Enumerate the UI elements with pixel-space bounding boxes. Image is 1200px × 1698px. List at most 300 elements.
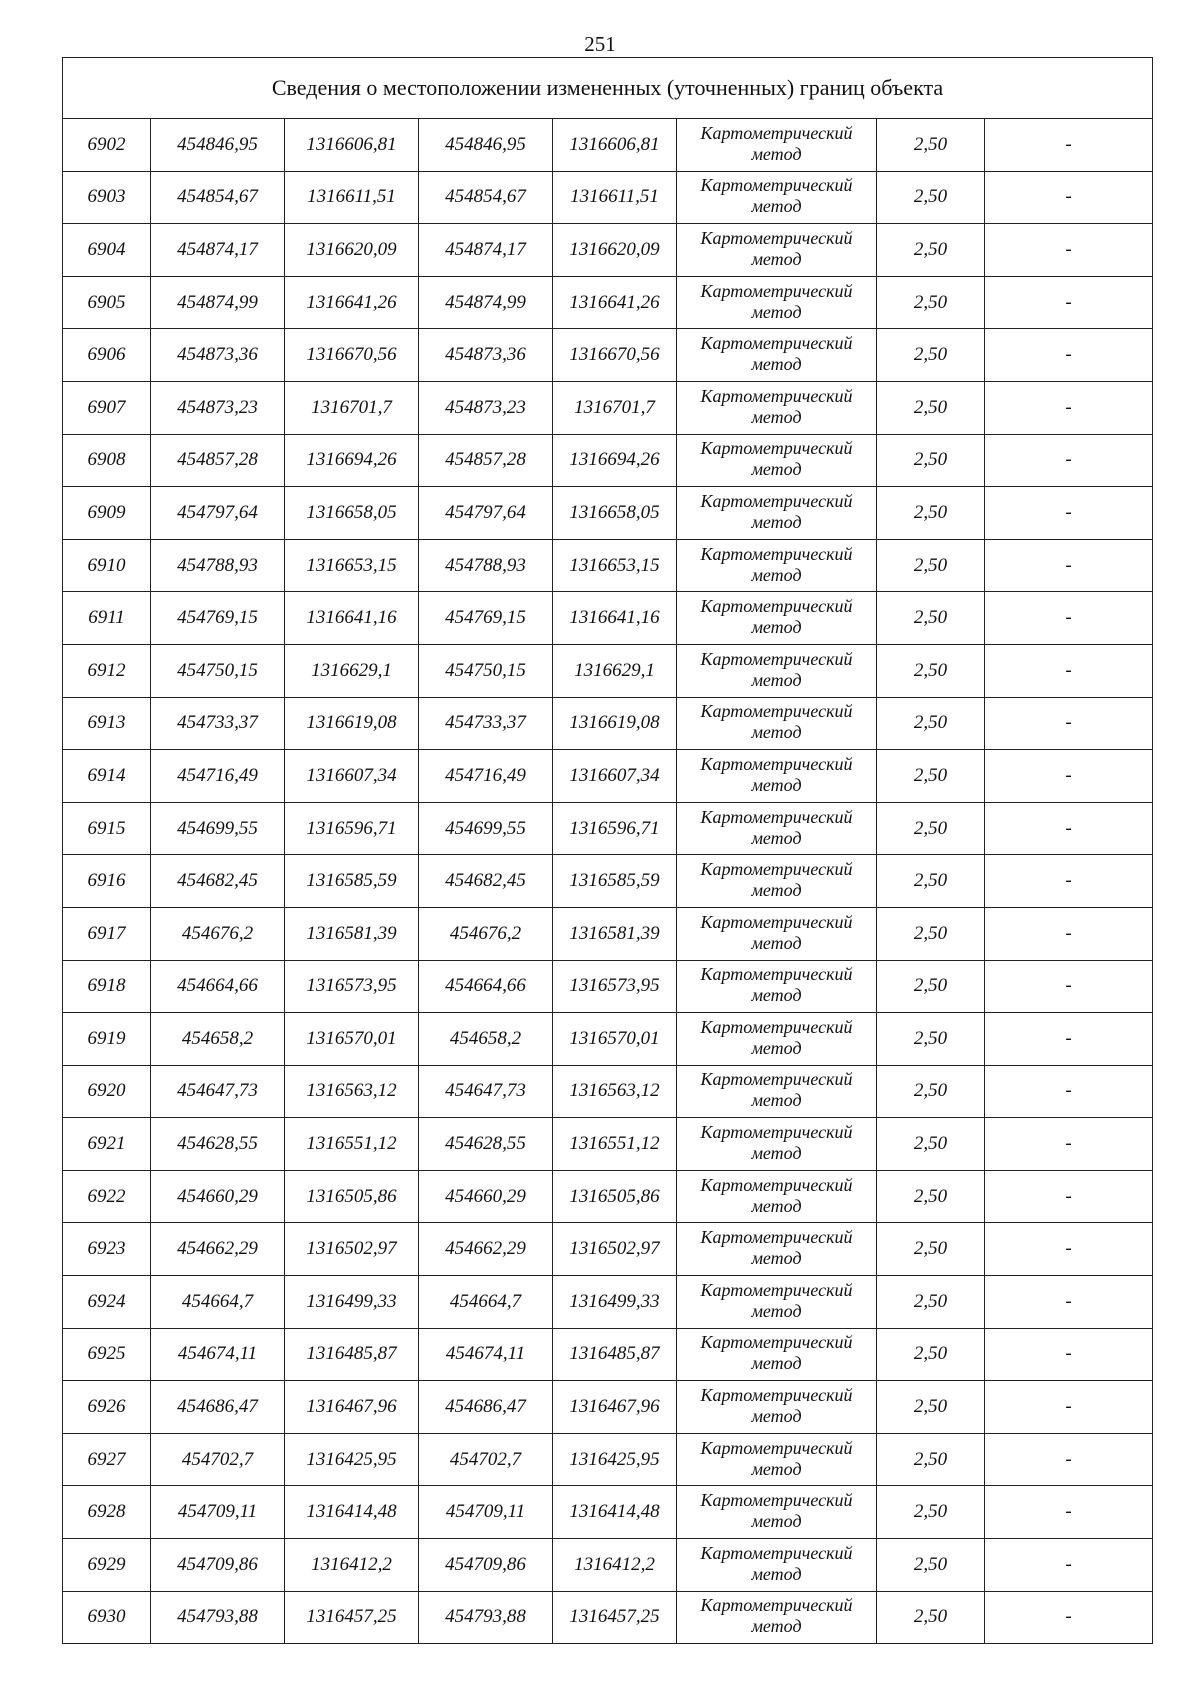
table-row [63, 276, 1153, 329]
method-cell [677, 1328, 877, 1381]
method-line-2: метод [751, 669, 802, 690]
method-line-1: Картометрический [700, 333, 853, 354]
table-row [63, 434, 1153, 487]
method-line-2: метод [751, 354, 802, 375]
note-cell: - [985, 1433, 1153, 1486]
accuracy-cell: 2,50 [877, 802, 985, 855]
method-line-1: Картометрический [700, 122, 853, 143]
method-line-1: Картометрический [700, 911, 853, 932]
method-line-2: метод [751, 880, 802, 901]
method-cell [677, 644, 877, 697]
accuracy-cell: 2,50 [877, 381, 985, 434]
x-refined-cell: 454658,2 [419, 1013, 553, 1066]
accuracy-cell: 2,50 [877, 644, 985, 697]
x-existing-cell: 454628,55 [151, 1118, 285, 1171]
point-number-cell: 6902 [63, 119, 151, 172]
table-row [63, 329, 1153, 382]
point-number-cell: 6929 [63, 1539, 151, 1592]
y-refined-cell: 1316641,16 [553, 592, 677, 645]
method-cell [677, 1013, 877, 1066]
method-cell [677, 697, 877, 750]
method-cell [677, 119, 877, 172]
method-line-1: Картометрический [700, 1069, 853, 1090]
x-existing-cell: 454664,66 [151, 960, 285, 1013]
method-line-2: метод [751, 774, 802, 795]
point-number-cell: 6920 [63, 1065, 151, 1118]
note-cell: - [985, 855, 1153, 908]
accuracy-cell: 2,50 [877, 750, 985, 803]
x-refined-cell: 454854,67 [419, 171, 553, 224]
accuracy-cell: 2,50 [877, 1539, 985, 1592]
x-existing-cell: 454873,36 [151, 329, 285, 382]
method-cell [677, 329, 877, 382]
y-refined-cell: 1316611,51 [553, 171, 677, 224]
note-cell: - [985, 276, 1153, 329]
method-line-1: Картометрический [700, 227, 853, 248]
y-existing-cell: 1316596,71 [285, 802, 419, 855]
note-cell: - [985, 1381, 1153, 1434]
table-body [63, 58, 1153, 1644]
table-row [63, 592, 1153, 645]
y-refined-cell: 1316585,59 [553, 855, 677, 908]
x-refined-cell: 454797,64 [419, 487, 553, 540]
table-row [63, 1170, 1153, 1223]
table-row [63, 1065, 1153, 1118]
method-cell [677, 750, 877, 803]
method-line-1: Картометрический [700, 280, 853, 301]
point-number-cell: 6916 [63, 855, 151, 908]
y-refined-cell: 1316694,26 [553, 434, 677, 487]
x-refined-cell: 454709,86 [419, 1539, 553, 1592]
method-line-1: Картометрический [700, 1227, 853, 1248]
table-row [63, 224, 1153, 277]
coordinates-table [62, 57, 1153, 1644]
table-title: Сведения о местоположении измененных (уточненных) границ объекта [63, 58, 1153, 119]
table-row [63, 539, 1153, 592]
y-refined-cell: 1316581,39 [553, 907, 677, 960]
y-refined-cell: 1316412,2 [553, 1539, 677, 1592]
y-refined-cell: 1316414,48 [553, 1486, 677, 1539]
method-cell [677, 434, 877, 487]
y-refined-cell: 1316596,71 [553, 802, 677, 855]
method-line-1: Картометрический [700, 1385, 853, 1406]
accuracy-cell: 2,50 [877, 1118, 985, 1171]
method-line-2: метод [751, 1090, 802, 1111]
method-line-2: метод [751, 1406, 802, 1427]
table-row [63, 1539, 1153, 1592]
method-line-2: метод [751, 564, 802, 585]
note-cell: - [985, 1223, 1153, 1276]
y-existing-cell: 1316581,39 [285, 907, 419, 960]
method-line-2: метод [751, 827, 802, 848]
method-cell [677, 171, 877, 224]
x-refined-cell: 454647,73 [419, 1065, 553, 1118]
note-cell: - [985, 697, 1153, 750]
note-cell: - [985, 960, 1153, 1013]
table-row [63, 1486, 1153, 1539]
y-refined-cell: 1316607,34 [553, 750, 677, 803]
x-refined-cell: 454769,15 [419, 592, 553, 645]
table-row [63, 1328, 1153, 1381]
method-line-2: метод [751, 1511, 802, 1532]
method-line-2: метод [751, 1143, 802, 1164]
accuracy-cell: 2,50 [877, 1013, 985, 1066]
method-cell [677, 1591, 877, 1644]
note-cell: - [985, 224, 1153, 277]
table-row [63, 1013, 1153, 1066]
y-refined-cell: 1316563,12 [553, 1065, 677, 1118]
x-refined-cell: 454662,29 [419, 1223, 553, 1276]
method-line-2: метод [751, 932, 802, 953]
point-number-cell: 6911 [63, 592, 151, 645]
method-cell [677, 1433, 877, 1486]
note-cell: - [985, 1328, 1153, 1381]
x-existing-cell: 454699,55 [151, 802, 285, 855]
method-line-2: метод [751, 248, 802, 269]
y-existing-cell: 1316502,97 [285, 1223, 419, 1276]
x-refined-cell: 454793,88 [419, 1591, 553, 1644]
accuracy-cell: 2,50 [877, 487, 985, 540]
note-cell: - [985, 802, 1153, 855]
method-cell [677, 381, 877, 434]
point-number-cell: 6926 [63, 1381, 151, 1434]
point-number-cell: 6922 [63, 1170, 151, 1223]
method-line-1: Картометрический [700, 1595, 853, 1616]
table-row [63, 1118, 1153, 1171]
method-line-2: метод [751, 722, 802, 743]
accuracy-cell: 2,50 [877, 907, 985, 960]
method-line-1: Картометрический [700, 753, 853, 774]
method-cell [677, 592, 877, 645]
x-refined-cell: 454664,66 [419, 960, 553, 1013]
x-refined-cell: 454699,55 [419, 802, 553, 855]
point-number-cell: 6903 [63, 171, 151, 224]
y-existing-cell: 1316619,08 [285, 697, 419, 750]
x-refined-cell: 454733,37 [419, 697, 553, 750]
x-refined-cell: 454873,36 [419, 329, 553, 382]
method-cell [677, 1170, 877, 1223]
method-line-1: Картометрический [700, 806, 853, 827]
table-row [63, 907, 1153, 960]
method-line-1: Картометрический [700, 490, 853, 511]
accuracy-cell: 2,50 [877, 1065, 985, 1118]
x-refined-cell: 454716,49 [419, 750, 553, 803]
y-refined-cell: 1316670,56 [553, 329, 677, 382]
method-line-2: метод [751, 1195, 802, 1216]
y-refined-cell: 1316653,15 [553, 539, 677, 592]
x-refined-cell: 454664,7 [419, 1276, 553, 1329]
accuracy-cell: 2,50 [877, 224, 985, 277]
table-row [63, 855, 1153, 908]
point-number-cell: 6905 [63, 276, 151, 329]
y-existing-cell: 1316457,25 [285, 1591, 419, 1644]
note-cell: - [985, 750, 1153, 803]
accuracy-cell: 2,50 [877, 539, 985, 592]
y-existing-cell: 1316585,59 [285, 855, 419, 908]
note-cell: - [985, 592, 1153, 645]
method-line-1: Картометрический [700, 1542, 853, 1563]
y-existing-cell: 1316653,15 [285, 539, 419, 592]
table-row [63, 644, 1153, 697]
y-refined-cell: 1316606,81 [553, 119, 677, 172]
note-cell: - [985, 1276, 1153, 1329]
point-number-cell: 6918 [63, 960, 151, 1013]
table-row [63, 1223, 1153, 1276]
point-number-cell: 6913 [63, 697, 151, 750]
method-cell [677, 1118, 877, 1171]
x-refined-cell: 454686,47 [419, 1381, 553, 1434]
point-number-cell: 6910 [63, 539, 151, 592]
x-refined-cell: 454674,11 [419, 1328, 553, 1381]
point-number-cell: 6914 [63, 750, 151, 803]
x-refined-cell: 454628,55 [419, 1118, 553, 1171]
x-existing-cell: 454874,17 [151, 224, 285, 277]
point-number-cell: 6923 [63, 1223, 151, 1276]
x-existing-cell: 454769,15 [151, 592, 285, 645]
point-number-cell: 6921 [63, 1118, 151, 1171]
y-existing-cell: 1316485,87 [285, 1328, 419, 1381]
y-existing-cell: 1316620,09 [285, 224, 419, 277]
x-refined-cell: 454702,7 [419, 1433, 553, 1486]
table-row [63, 1381, 1153, 1434]
accuracy-cell: 2,50 [877, 1381, 985, 1434]
note-cell: - [985, 434, 1153, 487]
method-line-1: Картометрический [700, 859, 853, 880]
method-line-2: метод [751, 406, 802, 427]
point-number-cell: 6906 [63, 329, 151, 382]
y-refined-cell: 1316467,96 [553, 1381, 677, 1434]
x-existing-cell: 454733,37 [151, 697, 285, 750]
x-existing-cell: 454658,2 [151, 1013, 285, 1066]
note-cell: - [985, 329, 1153, 382]
method-line-2: метод [751, 1616, 802, 1637]
table-row [63, 1276, 1153, 1329]
method-line-2: метод [751, 511, 802, 532]
x-existing-cell: 454716,49 [151, 750, 285, 803]
method-line-1: Картометрический [700, 701, 853, 722]
note-cell: - [985, 1539, 1153, 1592]
method-cell [677, 1381, 877, 1434]
x-refined-cell: 454709,11 [419, 1486, 553, 1539]
note-cell: - [985, 644, 1153, 697]
method-line-2: метод [751, 143, 802, 164]
accuracy-cell: 2,50 [877, 1433, 985, 1486]
point-number-cell: 6904 [63, 224, 151, 277]
y-existing-cell: 1316499,33 [285, 1276, 419, 1329]
table-row [63, 487, 1153, 540]
y-existing-cell: 1316641,16 [285, 592, 419, 645]
note-cell: - [985, 1118, 1153, 1171]
y-refined-cell: 1316573,95 [553, 960, 677, 1013]
y-refined-cell: 1316485,87 [553, 1328, 677, 1381]
method-cell [677, 1276, 877, 1329]
x-refined-cell: 454846,95 [419, 119, 553, 172]
method-line-2: метод [751, 1458, 802, 1479]
note-cell: - [985, 1013, 1153, 1066]
accuracy-cell: 2,50 [877, 1328, 985, 1381]
method-line-1: Картометрический [700, 385, 853, 406]
method-cell [677, 907, 877, 960]
method-line-1: Картометрический [700, 964, 853, 985]
note-cell: - [985, 539, 1153, 592]
accuracy-cell: 2,50 [877, 1223, 985, 1276]
y-existing-cell: 1316611,51 [285, 171, 419, 224]
x-existing-cell: 454676,2 [151, 907, 285, 960]
accuracy-cell: 2,50 [877, 171, 985, 224]
method-line-1: Картометрический [700, 1122, 853, 1143]
note-cell: - [985, 381, 1153, 434]
table-row [63, 750, 1153, 803]
point-number-cell: 6917 [63, 907, 151, 960]
table-row [63, 697, 1153, 750]
y-refined-cell: 1316619,08 [553, 697, 677, 750]
method-line-2: метод [751, 1353, 802, 1374]
x-existing-cell: 454709,86 [151, 1539, 285, 1592]
y-refined-cell: 1316499,33 [553, 1276, 677, 1329]
accuracy-cell: 2,50 [877, 434, 985, 487]
y-existing-cell: 1316670,56 [285, 329, 419, 382]
accuracy-cell: 2,50 [877, 592, 985, 645]
y-refined-cell: 1316425,95 [553, 1433, 677, 1486]
x-existing-cell: 454857,28 [151, 434, 285, 487]
method-line-1: Картометрический [700, 648, 853, 669]
method-line-2: метод [751, 1563, 802, 1584]
table-row [63, 119, 1153, 172]
method-line-1: Картометрический [700, 596, 853, 617]
point-number-cell: 6919 [63, 1013, 151, 1066]
method-cell [677, 539, 877, 592]
table-title-row [63, 58, 1153, 119]
page-number: 251 [584, 32, 616, 56]
method-line-1: Картометрический [700, 1016, 853, 1037]
y-refined-cell: 1316505,86 [553, 1170, 677, 1223]
x-refined-cell: 454857,28 [419, 434, 553, 487]
x-existing-cell: 454874,99 [151, 276, 285, 329]
y-refined-cell: 1316502,97 [553, 1223, 677, 1276]
y-existing-cell: 1316414,48 [285, 1486, 419, 1539]
accuracy-cell: 2,50 [877, 329, 985, 382]
point-number-cell: 6915 [63, 802, 151, 855]
accuracy-cell: 2,50 [877, 1591, 985, 1644]
x-refined-cell: 454660,29 [419, 1170, 553, 1223]
accuracy-cell: 2,50 [877, 1486, 985, 1539]
method-cell [677, 1065, 877, 1118]
x-existing-cell: 454702,7 [151, 1433, 285, 1486]
method-cell [677, 487, 877, 540]
x-existing-cell: 454788,93 [151, 539, 285, 592]
y-existing-cell: 1316467,96 [285, 1381, 419, 1434]
y-existing-cell: 1316641,26 [285, 276, 419, 329]
y-existing-cell: 1316658,05 [285, 487, 419, 540]
point-number-cell: 6930 [63, 1591, 151, 1644]
x-existing-cell: 454873,23 [151, 381, 285, 434]
y-refined-cell: 1316658,05 [553, 487, 677, 540]
method-line-2: метод [751, 985, 802, 1006]
x-existing-cell: 454662,29 [151, 1223, 285, 1276]
point-number-cell: 6927 [63, 1433, 151, 1486]
y-existing-cell: 1316573,95 [285, 960, 419, 1013]
y-existing-cell: 1316570,01 [285, 1013, 419, 1066]
method-line-2: метод [751, 459, 802, 480]
y-existing-cell: 1316551,12 [285, 1118, 419, 1171]
y-refined-cell: 1316570,01 [553, 1013, 677, 1066]
method-line-1: Картометрический [700, 1490, 853, 1511]
y-existing-cell: 1316505,86 [285, 1170, 419, 1223]
method-cell [677, 960, 877, 1013]
method-cell [677, 1223, 877, 1276]
x-existing-cell: 454664,7 [151, 1276, 285, 1329]
accuracy-cell: 2,50 [877, 1170, 985, 1223]
point-number-cell: 6924 [63, 1276, 151, 1329]
y-refined-cell: 1316551,12 [553, 1118, 677, 1171]
accuracy-cell: 2,50 [877, 697, 985, 750]
method-line-1: Картометрический [700, 175, 853, 196]
point-number-cell: 6909 [63, 487, 151, 540]
table-row [63, 960, 1153, 1013]
accuracy-cell: 2,50 [877, 276, 985, 329]
note-cell: - [985, 1486, 1153, 1539]
y-existing-cell: 1316412,2 [285, 1539, 419, 1592]
x-refined-cell: 454788,93 [419, 539, 553, 592]
y-existing-cell: 1316701,7 [285, 381, 419, 434]
table-row [63, 802, 1153, 855]
accuracy-cell: 2,50 [877, 855, 985, 908]
x-existing-cell: 454674,11 [151, 1328, 285, 1381]
y-refined-cell: 1316701,7 [553, 381, 677, 434]
method-line-2: метод [751, 301, 802, 322]
method-cell [677, 1486, 877, 1539]
method-cell [677, 276, 877, 329]
y-refined-cell: 1316641,26 [553, 276, 677, 329]
method-cell [677, 855, 877, 908]
x-existing-cell: 454750,15 [151, 644, 285, 697]
x-refined-cell: 454676,2 [419, 907, 553, 960]
table-row [63, 381, 1153, 434]
method-line-1: Картометрический [700, 1174, 853, 1195]
method-line-1: Картометрический [700, 543, 853, 564]
x-refined-cell: 454682,45 [419, 855, 553, 908]
point-number-cell: 6907 [63, 381, 151, 434]
method-line-1: Картометрический [700, 1437, 853, 1458]
x-refined-cell: 454873,23 [419, 381, 553, 434]
x-existing-cell: 454846,95 [151, 119, 285, 172]
method-line-1: Картометрический [700, 1332, 853, 1353]
y-refined-cell: 1316620,09 [553, 224, 677, 277]
method-line-1: Картометрический [700, 1279, 853, 1300]
x-existing-cell: 454854,67 [151, 171, 285, 224]
y-refined-cell: 1316629,1 [553, 644, 677, 697]
table-row [63, 171, 1153, 224]
note-cell: - [985, 1170, 1153, 1223]
x-existing-cell: 454682,45 [151, 855, 285, 908]
note-cell: - [985, 1591, 1153, 1644]
y-existing-cell: 1316607,34 [285, 750, 419, 803]
y-existing-cell: 1316629,1 [285, 644, 419, 697]
method-line-2: метод [751, 1037, 802, 1058]
note-cell: - [985, 119, 1153, 172]
note-cell: - [985, 171, 1153, 224]
x-refined-cell: 454750,15 [419, 644, 553, 697]
x-existing-cell: 454797,64 [151, 487, 285, 540]
table-row [63, 1591, 1153, 1644]
method-cell [677, 1539, 877, 1592]
accuracy-cell: 2,50 [877, 119, 985, 172]
y-refined-cell: 1316457,25 [553, 1591, 677, 1644]
accuracy-cell: 2,50 [877, 960, 985, 1013]
point-number-cell: 6928 [63, 1486, 151, 1539]
y-existing-cell: 1316694,26 [285, 434, 419, 487]
table-row [63, 1433, 1153, 1486]
